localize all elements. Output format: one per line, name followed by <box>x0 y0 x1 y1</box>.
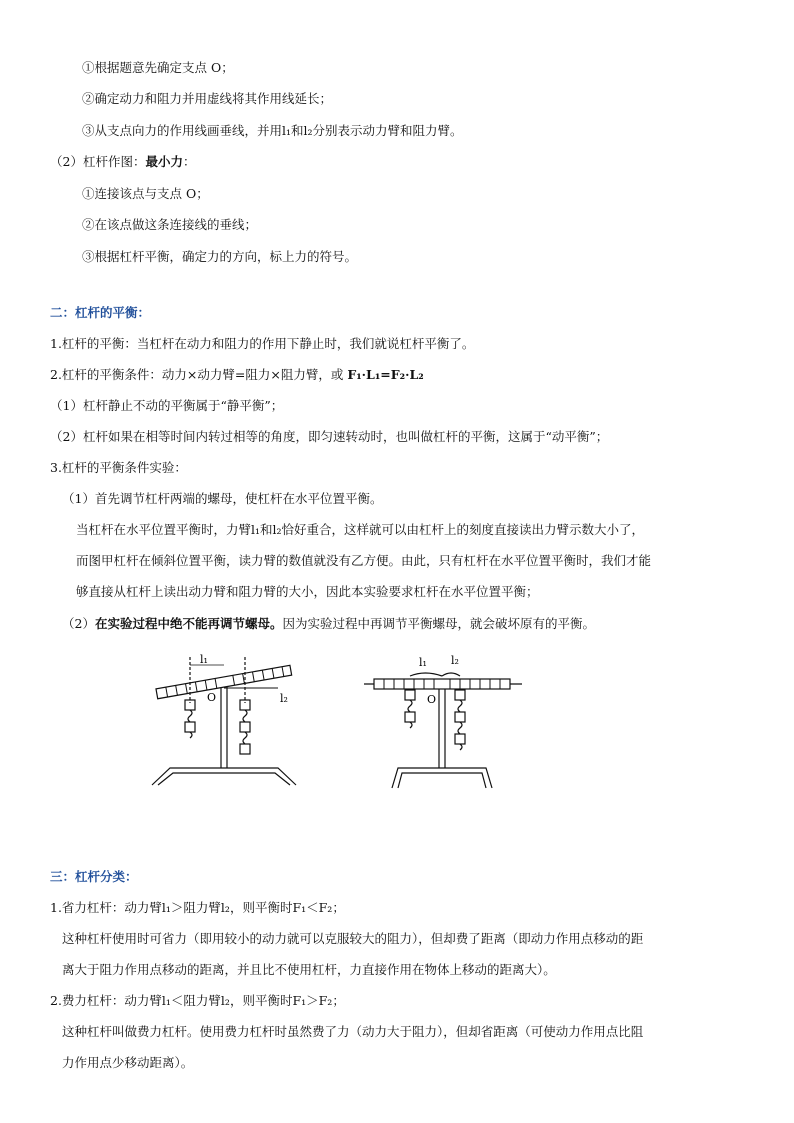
fig-b-l1: l₁ <box>419 656 427 669</box>
balance-p3a: （1）首先调节杠杆两端的螺母，使杠杆在水平位置平衡。 <box>62 491 383 506</box>
balance-p2b: （2）杠杆如果在相等时间内转过相等的角度，即匀速转动时，也叫做杠杆的平衡，这属于“动平衡”； <box>50 429 609 444</box>
class-force-saving-desc-2: 离大于阻力作用点移动的距离，并且比不使用杠杆，力直接作用在物体上移动的距离大）。 <box>62 962 556 977</box>
balance-p3b-prefix: （2） <box>62 616 95 631</box>
balance-p1: 1.杠杆的平衡：当杠杆在动力和阻力的作用下静止时，我们就说杠杆平衡了。 <box>50 336 475 351</box>
balance-p3: 3.杠杆的平衡条件实验： <box>50 460 187 475</box>
figure-horizontal-lever <box>362 648 527 796</box>
min-force-step-3: ③根据杠杆平衡，确定力的方向，标上力的符号。 <box>82 249 358 264</box>
balance-p3a-line1: 当杠杆在水平位置平衡时，力臂l₁和l₂恰好重合，这样就可以由杠杆上的刻度直接读出力臂示数大小了， <box>76 522 645 537</box>
balance-p3b-suffix: 因为实验过程中再调节平衡螺母，就会破坏原有的平衡。 <box>282 616 595 631</box>
balance-p3a-line3: 够直接从杠杆上读出动力臂和阻力臂的大小，因此本实验要求杠杆在水平位置平衡； <box>76 584 539 599</box>
fig-a-o: O <box>207 691 217 704</box>
balance-p3a-line2: 而图甲杠杆在倾斜位置平衡，读力臂的数值就没有乙方便。由此，只有杠杆在水平位置平衡时，我们才能 <box>76 553 652 568</box>
min-force-heading <box>50 154 196 170</box>
step-perpendicular: ③从支点向力的作用线画垂线，并用l₁和l₂分别表示动力臂和阻力臂。 <box>82 123 463 138</box>
fig-a-l2: l₂ <box>280 692 288 705</box>
step-fulcrum: ①根据题意先确定支点 O； <box>82 60 234 75</box>
class-force-costing: 2.费力杠杆：动力臂l₁＜阻力臂l₂，则平衡时F₁＞F₂； <box>50 993 345 1008</box>
fig-a-l1: l₁ <box>200 653 208 666</box>
fig-b-o: O <box>427 693 437 706</box>
class-force-costing-desc-2: 力作用点少移动距离）。 <box>62 1055 194 1070</box>
class-force-saving: 1.省力杠杆：动力臂l₁＞阻力臂l₂，则平衡时F₁＜F₂； <box>50 900 345 915</box>
min-force-step-2: ②在该点做这条连接线的垂线； <box>82 217 258 232</box>
balance-p3b <box>62 616 595 632</box>
balance-p2 <box>50 367 424 383</box>
classification-heading: 三：杠杆分类： <box>50 869 138 884</box>
class-force-saving-desc-1: 这种杠杆使用时可省力（即用较小的动力就可以克服较大的阻力），但却费了距离（即动力作用点移动的距 <box>62 931 644 946</box>
balance-p2a: （1）杠杆静止不动的平衡属于“静平衡”； <box>50 398 284 413</box>
figure-tilted-lever <box>150 645 310 795</box>
min-force-suffix: ： <box>182 154 196 169</box>
balance-heading: 二：杠杆的平衡： <box>50 305 151 320</box>
min-force-prefix: （2）杠杆作图： <box>50 154 146 169</box>
min-force-bold: 最小力 <box>145 154 183 169</box>
balance-formula: F₁·L₁=F₂·L₂ <box>347 367 424 382</box>
class-force-costing-desc-1: 这种杠杆叫做费力杠杆。使用费力杠杆时虽然费了力（动力大于阻力），但却省距离（可使动力作用点比阻 <box>62 1024 644 1039</box>
step-extend-lines: ②确定动力和阻力并用虚线将其作用线延长； <box>82 91 333 106</box>
balance-p3b-bold: 在实验过程中绝不能再调节螺母。 <box>94 616 283 631</box>
min-force-step-1: ①连接该点与支点 O； <box>82 186 209 201</box>
balance-p2-prefix: 2.杠杆的平衡条件：动力×动力臂=阻力×阻力臂，或 <box>50 367 348 382</box>
fig-b-l2: l₂ <box>451 654 459 667</box>
